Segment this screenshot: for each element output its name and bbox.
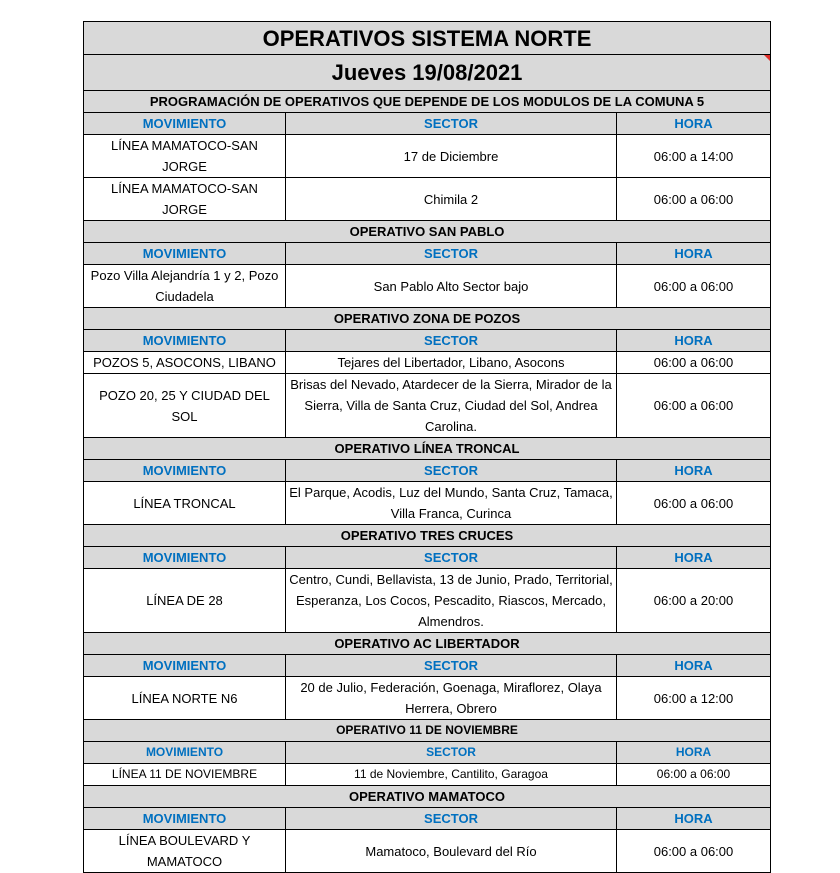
hora-cell: 06:00 a 14:00 (617, 135, 771, 178)
movimiento-cell: POZO 20, 25 Y CIUDAD DEL SOL (84, 374, 286, 438)
table-row (84, 482, 771, 525)
column-header-row (84, 113, 771, 135)
header-sector: SECTOR (286, 547, 617, 569)
header-sector: SECTOR (286, 460, 617, 482)
movimiento-cell: LÍNEA NORTE N6 (84, 677, 286, 720)
section-title: OPERATIVO 11 DE NOVIEMBRE (84, 720, 771, 742)
header-hora: HORA (617, 742, 771, 764)
table-row (84, 265, 771, 308)
header-sector: SECTOR (286, 742, 617, 764)
hora-cell: 06:00 a 06:00 (617, 764, 771, 786)
section-title-row (84, 633, 771, 655)
header-movimiento: MOVIMIENTO (84, 547, 286, 569)
section-title: OPERATIVO TRES CRUCES (84, 525, 771, 547)
header-movimiento: MOVIMIENTO (84, 742, 286, 764)
header-sector: SECTOR (286, 808, 617, 830)
header-movimiento: MOVIMIENTO (84, 460, 286, 482)
header-hora: HORA (617, 243, 771, 265)
movimiento-cell: LÍNEA DE 28 (84, 569, 286, 633)
header-hora: HORA (617, 655, 771, 677)
column-header-row (84, 547, 771, 569)
operativos-table (83, 21, 771, 873)
table-row (84, 352, 771, 374)
column-header-row (84, 330, 771, 352)
header-movimiento: MOVIMIENTO (84, 330, 286, 352)
section-title-row (84, 786, 771, 808)
hora-cell: 06:00 a 06:00 (617, 178, 771, 221)
sector-cell: 20 de Julio, Federación, Goenaga, Miraflorez, Olaya Herrera, Obrero (286, 677, 617, 720)
table-row (84, 178, 771, 221)
section-title: OPERATIVO LÍNEA TRONCAL (84, 438, 771, 460)
movimiento-cell: LÍNEA MAMATOCO-SAN JORGE (84, 178, 286, 221)
movimiento-cell: LÍNEA TRONCAL (84, 482, 286, 525)
section-title: PROGRAMACIÓN DE OPERATIVOS QUE DEPENDE DE LOS MODULOS DE LA COMUNA 5 (84, 91, 771, 113)
sector-cell: 11 de Noviembre, Cantilito, Garagoa (286, 764, 617, 786)
column-header-row (84, 808, 771, 830)
sector-cell: Tejares del Libertador, Libano, Asocons (286, 352, 617, 374)
header-movimiento: MOVIMIENTO (84, 243, 286, 265)
header-movimiento: MOVIMIENTO (84, 808, 286, 830)
movimiento-cell: Pozo Villa Alejandría 1 y 2, Pozo Ciudadela (84, 265, 286, 308)
sheet-date: Jueves 19/08/2021 (84, 55, 771, 91)
movimiento-cell: LÍNEA 11 DE NOVIEMBRE (84, 764, 286, 786)
sector-cell: Chimila 2 (286, 178, 617, 221)
hora-cell: 06:00 a 12:00 (617, 677, 771, 720)
hora-cell: 06:00 a 06:00 (617, 830, 771, 873)
header-hora: HORA (617, 547, 771, 569)
section-title: OPERATIVO SAN PABLO (84, 221, 771, 243)
section-title-row (84, 308, 771, 330)
column-header-row (84, 655, 771, 677)
hora-cell: 06:00 a 06:00 (617, 374, 771, 438)
table-row (84, 677, 771, 720)
hora-cell: 06:00 a 06:00 (617, 482, 771, 525)
table-row (84, 374, 771, 438)
sector-cell: Brisas del Nevado, Atardecer de la Sierra, Mirador de la Sierra, Villa de Santa Cruz, Ciudad del Sol, Andrea Carolina. (286, 374, 617, 438)
comment-indicator-icon (764, 55, 770, 61)
movimiento-cell: LÍNEA BOULEVARD Y MAMATOCO (84, 830, 286, 873)
section-title-row (84, 438, 771, 460)
movimiento-cell: LÍNEA MAMATOCO-SAN JORGE (84, 135, 286, 178)
hora-cell: 06:00 a 06:00 (617, 265, 771, 308)
header-hora: HORA (617, 460, 771, 482)
movimiento-cell: POZOS 5, ASOCONS, LIBANO (84, 352, 286, 374)
table-row (84, 569, 771, 633)
header-hora: HORA (617, 808, 771, 830)
section-title: OPERATIVO MAMATOCO (84, 786, 771, 808)
table-row (84, 135, 771, 178)
sheet-title: OPERATIVOS SISTEMA NORTE (84, 22, 771, 55)
header-hora: HORA (617, 330, 771, 352)
header-movimiento: MOVIMIENTO (84, 113, 286, 135)
section-title: OPERATIVO ZONA DE POZOS (84, 308, 771, 330)
sector-cell: San Pablo Alto Sector bajo (286, 265, 617, 308)
section-title: OPERATIVO AC LIBERTADOR (84, 633, 771, 655)
section-title-row (84, 91, 771, 113)
header-sector: SECTOR (286, 330, 617, 352)
header-hora: HORA (617, 113, 771, 135)
header-movimiento: MOVIMIENTO (84, 655, 286, 677)
hora-cell: 06:00 a 20:00 (617, 569, 771, 633)
section-title-row (84, 720, 771, 742)
sector-cell: Centro, Cundi, Bellavista, 13 de Junio, Prado, Territorial, Esperanza, Los Cocos, Pescadito, Riascos, Mercado, Almendros. (286, 569, 617, 633)
header-sector: SECTOR (286, 243, 617, 265)
header-sector: SECTOR (286, 655, 617, 677)
table-row (84, 830, 771, 873)
header-sector: SECTOR (286, 113, 617, 135)
sector-cell: Mamatoco, Boulevard del Río (286, 830, 617, 873)
column-header-row (84, 243, 771, 265)
sector-cell: El Parque, Acodis, Luz del Mundo, Santa Cruz, Tamaca, Villa Franca, Curinca (286, 482, 617, 525)
sector-cell: 17 de Diciembre (286, 135, 617, 178)
hora-cell: 06:00 a 06:00 (617, 352, 771, 374)
section-title-row (84, 221, 771, 243)
column-header-row (84, 460, 771, 482)
section-title-row (84, 525, 771, 547)
column-header-row (84, 742, 771, 764)
table-row (84, 764, 771, 786)
